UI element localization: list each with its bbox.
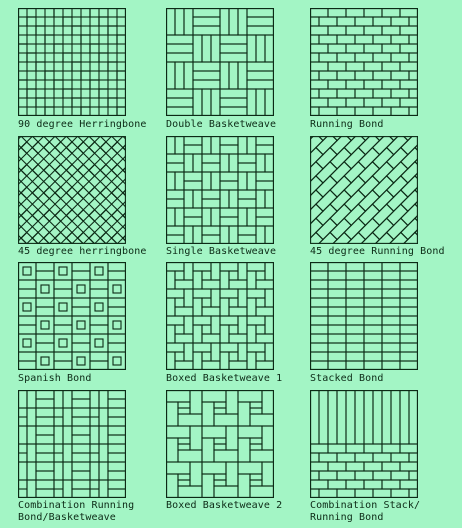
herringbone-45-pattern-drawing (18, 136, 126, 244)
spanish-bond-caption (18, 373, 91, 385)
caption-line: Double Basketweave (166, 119, 277, 130)
running-bond-45-caption (310, 246, 445, 258)
caption-line: Stacked Bond (310, 373, 384, 384)
combination-stack-running-pattern-swatch (310, 390, 418, 498)
combination-stack-running-caption (310, 500, 420, 524)
stacked-bond-caption (310, 373, 383, 385)
boxed-basketweave-2-pattern-swatch (166, 390, 274, 498)
double-basketweave-caption (166, 119, 276, 131)
double-basketweave-pattern-drawing (166, 8, 274, 116)
caption-line: 45 degree Running Bond (310, 246, 445, 257)
combination-running-basketweave-pattern-swatch (18, 390, 126, 498)
stacked-bond-pattern-drawing (310, 262, 418, 370)
caption-line: Boxed Basketweave 1 (166, 373, 283, 384)
running-bond-caption (310, 119, 383, 131)
spanish-bond-pattern-swatch (18, 262, 126, 370)
running-bond-pattern-drawing (310, 8, 418, 116)
running-bond-45-pattern-swatch (310, 136, 418, 244)
caption-line: Bond/Basketweave (18, 512, 116, 523)
single-basketweave-caption (166, 246, 276, 258)
herringbone-45-pattern-swatch (18, 136, 126, 244)
spanish-bond-pattern-drawing (18, 262, 126, 370)
herringbone-45-caption (18, 246, 147, 258)
caption-line: Combination Stack/ (310, 500, 421, 511)
caption-line: 45 degree herringbone (18, 246, 147, 257)
boxed-basketweave-1-pattern-drawing (166, 262, 274, 370)
stacked-bond-pattern-swatch (310, 262, 418, 370)
caption-line: Running Bond (310, 119, 384, 130)
herringbone-90-pattern-drawing (18, 8, 126, 116)
running-bond-45-pattern-drawing (310, 136, 418, 244)
combination-running-basketweave-pattern-drawing (18, 390, 126, 498)
caption-line: Boxed Basketweave 2 (166, 500, 283, 511)
combination-running-basketweave-caption (18, 500, 134, 524)
boxed-basketweave-1-caption (166, 373, 282, 385)
single-basketweave-pattern-swatch (166, 136, 274, 244)
boxed-basketweave-2-pattern-drawing (166, 390, 274, 498)
caption-line: Combination Running (18, 500, 135, 511)
caption-line: 90 degree Herringbone (18, 119, 147, 130)
single-basketweave-pattern-drawing (166, 136, 274, 244)
caption-line: Single Basketweave (166, 246, 277, 257)
herringbone-90-pattern-swatch (18, 8, 126, 116)
combination-stack-running-pattern-drawing (310, 390, 418, 498)
running-bond-pattern-swatch (310, 8, 418, 116)
herringbone-90-caption (18, 119, 147, 131)
caption-line: Running Bond (310, 512, 384, 523)
boxed-basketweave-1-pattern-swatch (166, 262, 274, 370)
double-basketweave-pattern-swatch (166, 8, 274, 116)
caption-line: Spanish Bond (18, 373, 92, 384)
boxed-basketweave-2-caption (166, 500, 282, 512)
